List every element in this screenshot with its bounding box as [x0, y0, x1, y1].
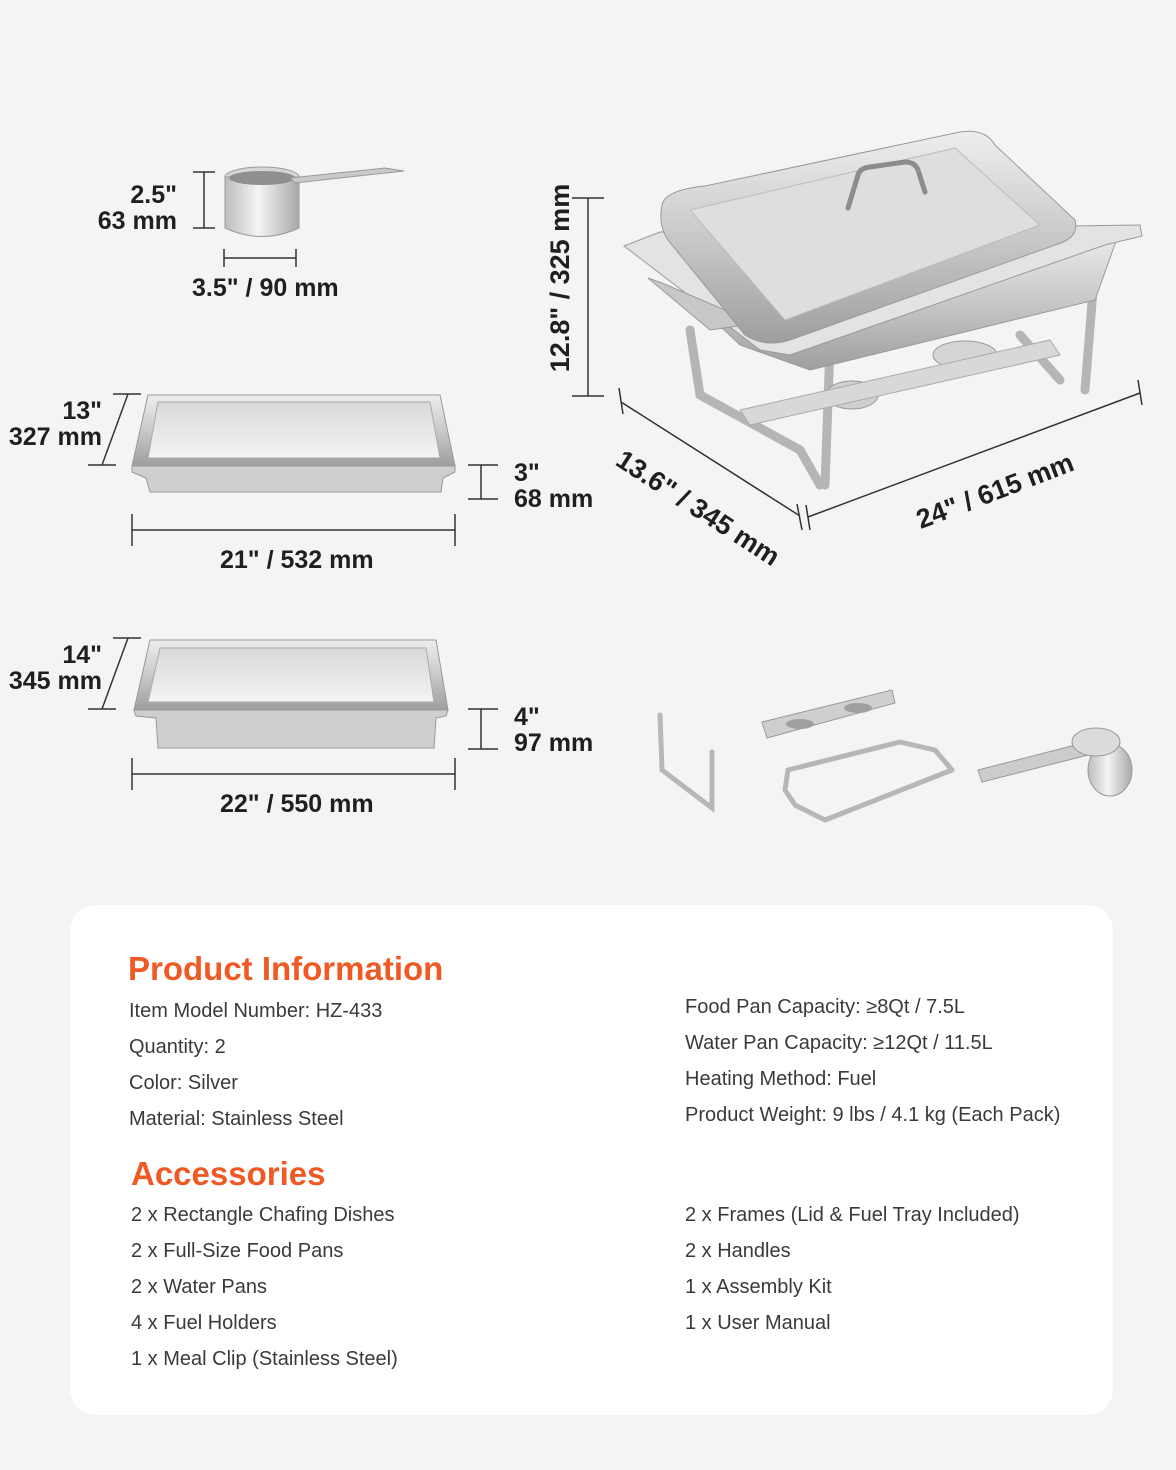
frame-image [785, 742, 952, 820]
food-pan-depth-mm: 345 mm [8, 667, 102, 695]
fuel-holder-image [225, 167, 404, 237]
product-info-food-pan-capacity: Food Pan Capacity: ≥8Qt / 7.5L [685, 996, 966, 1018]
food-pan-height-mm: 97 mm [514, 729, 594, 757]
water-pan-height-label [514, 460, 593, 512]
accessories-title: Accessories [131, 1155, 326, 1192]
product-info-weight: Product Weight: 9 lbs / 4.1 kg (Each Pack) [685, 1104, 1061, 1126]
chafing-dish-length-label: 24" / 615 mm [912, 447, 1078, 535]
water-pan-depth-mm: 327 mm [8, 423, 102, 451]
product-info-material: Material: Stainless Steel [129, 1108, 344, 1130]
accessory-item: 2 x Full-Size Food Pans [131, 1240, 344, 1262]
product-info-heating-method: Heating Method: Fuel [685, 1068, 877, 1090]
accessory-item: 2 x Water Pans [131, 1276, 267, 1298]
accessory-item: 2 x Frames (Lid & Fuel Tray Included) [685, 1204, 1020, 1226]
food-pan-height-in: 4" [514, 703, 540, 731]
water-pan-length-label: 21" / 532 mm [220, 546, 374, 574]
accessory-item: 1 x Assembly Kit [685, 1276, 832, 1298]
food-pan-depth-label [0, 642, 102, 694]
accessory-item: 2 x Rectangle Chafing Dishes [131, 1204, 395, 1226]
fuel-holder-diameter-label: 3.5" / 90 mm [192, 274, 339, 302]
water-pan-height-in: 3" [514, 459, 540, 487]
fuel-holder-height-label [70, 182, 177, 234]
info-card [70, 905, 1113, 1415]
water-pan-image [132, 395, 455, 492]
accessory-item: 2 x Handles [685, 1240, 791, 1262]
food-pan-height-label [514, 704, 593, 756]
water-pan-height-mm: 68 mm [514, 485, 594, 513]
food-pan-length-label: 22" / 550 mm [220, 790, 374, 818]
accessory-item: 1 x Meal Clip (Stainless Steel) [131, 1348, 398, 1370]
product-info-color: Color: Silver [129, 1072, 238, 1094]
meal-clip-image [978, 728, 1132, 796]
fuel-tray-image [762, 690, 895, 738]
fuel-holder-height-in: 2.5" [130, 181, 177, 209]
product-info-model: Item Model Number: HZ-433 [129, 1000, 383, 1022]
food-pan-image [134, 640, 448, 748]
fuel-holder-height-mm: 63 mm [97, 207, 177, 235]
accessory-item: 1 x User Manual [685, 1312, 831, 1334]
water-pan-depth-label [0, 398, 102, 450]
chafing-dish-width-label: 13.6" / 345 mm [610, 444, 786, 572]
product-info-title: Product Information [128, 950, 444, 987]
product-info-water-pan-capacity: Water Pan Capacity: ≥12Qt / 11.5L [685, 1032, 993, 1054]
chafing-dish-height-label: 12.8" / 325 mm [545, 183, 575, 373]
chafing-dish-image [624, 131, 1142, 485]
water-pan-depth-in: 13" [62, 397, 102, 425]
product-info-quantity: Quantity: 2 [129, 1036, 226, 1058]
frame-handle-image [660, 715, 712, 808]
food-pan-depth-in: 14" [62, 641, 102, 669]
accessory-item: 4 x Fuel Holders [131, 1312, 277, 1334]
